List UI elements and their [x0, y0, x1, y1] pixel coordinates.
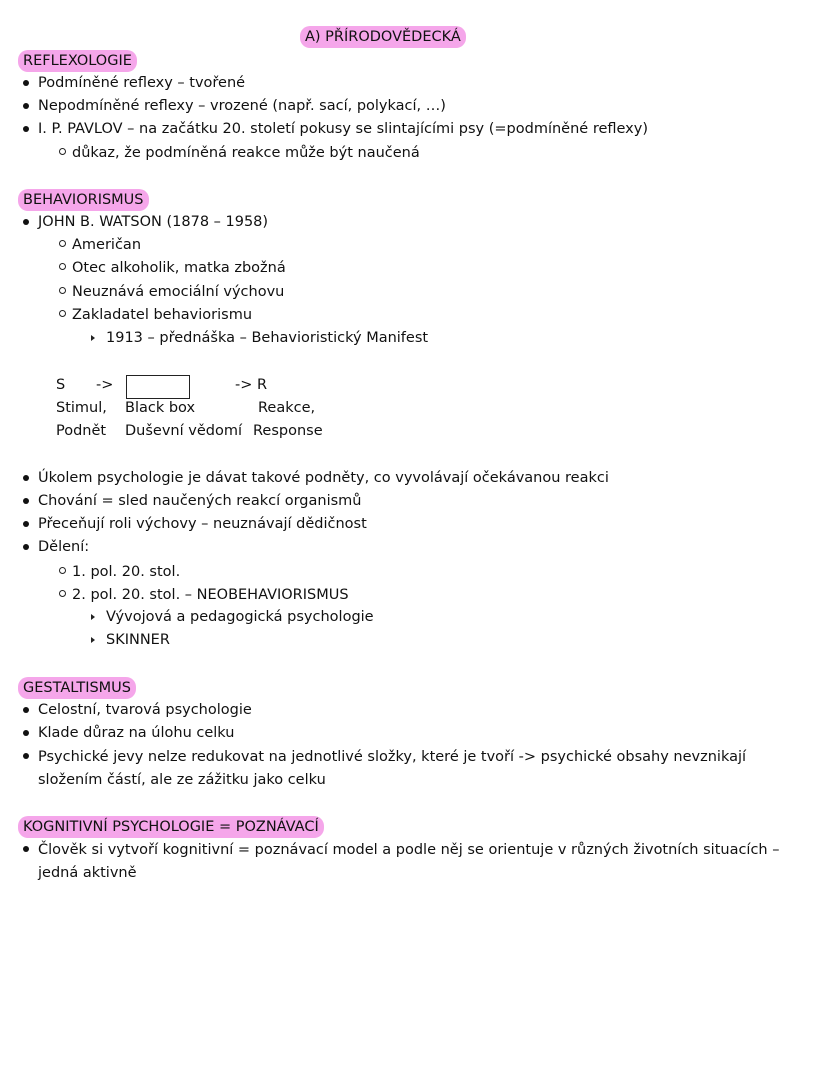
- list-item: JOHN B. WATSON (1878 – 1958): [38, 214, 269, 230]
- list-item: Psychické jevy nelze redukovat na jednotlivé složky, které je tvoří -> psychické obsahy nevznikají složením částí, ale ze zážitku jako celku: [38, 749, 747, 788]
- bullet-icon: [23, 498, 29, 504]
- sub-bullet-icon: [59, 567, 66, 574]
- bullet-icon: [23, 846, 29, 852]
- sub-bullet-icon: [59, 590, 66, 597]
- list-item: Dělení:: [38, 539, 90, 555]
- diagram-label: Black box: [125, 400, 196, 416]
- diagram-arrow: ->: [96, 377, 114, 393]
- sub-bullet-icon: [59, 240, 66, 247]
- bullet-icon: [23, 126, 29, 132]
- list-item: Úkolem psychologie je dávat takové podněty, co vyvolávají očekávanou reakci: [38, 470, 609, 486]
- list-item: Celostní, tvarová psychologie: [38, 702, 252, 718]
- bullet-icon: [23, 730, 29, 736]
- bullet-icon: [23, 521, 29, 527]
- bullet-icon: [23, 475, 29, 481]
- list-item: I. P. PAVLOV – na začátku 20. století pokusy se slintajícími psy (=podmíněné reflexy): [38, 121, 648, 137]
- sub-list-item: Neuznává emociální výchovu: [72, 284, 285, 300]
- sub-sub-list-item: SKINNER: [106, 632, 170, 648]
- sub-list-item: Otec alkoholik, matka zbožná: [72, 260, 286, 276]
- list-item: Nepodmíněné reflexy – vrozené (např. sací, polykací, …): [38, 98, 446, 114]
- bullet-icon: [23, 753, 29, 759]
- sub-sub-bullet-icon: [91, 614, 95, 620]
- page-title: A) PŘÍRODOVĚDECKÁ: [300, 26, 466, 48]
- black-box: [126, 375, 190, 399]
- sub-list-item: Američan: [72, 237, 142, 253]
- sub-sub-list-item: Vývojová a pedagogická psychologie: [106, 609, 374, 625]
- diagram-s: S: [56, 377, 66, 393]
- heading-reflexologie: REFLEXOLOGIE: [18, 50, 137, 72]
- bullet-icon: [23, 707, 29, 713]
- heading-behaviorismus: BEHAVIORISMUS: [18, 189, 149, 211]
- diagram-label: Podnět: [56, 423, 107, 439]
- sub-bullet-icon: [59, 310, 66, 317]
- list-item: Přeceňují roli výchovy – neuznávají dědičnost: [38, 516, 367, 532]
- sub-sub-list-item: 1913 – přednáška – Behavioristický Manifest: [106, 330, 429, 346]
- list-item: Člověk si vytvoří kognitivní = poznávací model a podle něj se orientuje v různých životních situacích – jedná aktivně: [38, 842, 780, 881]
- diagram-label: Response: [253, 423, 323, 439]
- heading-gestaltismus: GESTALTISMUS: [18, 677, 136, 699]
- list-item: Chování = sled naučených reakcí organismů: [38, 493, 362, 509]
- bullet-icon: [23, 80, 29, 86]
- list-item: Podmíněné reflexy – tvořené: [38, 75, 246, 91]
- sub-sub-bullet-icon: [91, 637, 95, 643]
- sub-sub-bullet-icon: [91, 335, 95, 341]
- sub-list-item: Zakladatel behaviorismu: [72, 307, 253, 323]
- sub-list-item: důkaz, že podmíněná reakce může být naučená: [72, 145, 420, 161]
- bullet-icon: [23, 544, 29, 550]
- list-item: Klade důraz na úlohu celku: [38, 725, 235, 741]
- sub-list-item: 2. pol. 20. stol. – NEOBEHAVIORISMUS: [72, 587, 349, 603]
- bullet-icon: [23, 103, 29, 109]
- diagram-label: Reakce,: [258, 400, 316, 416]
- sub-bullet-icon: [59, 148, 66, 155]
- diagram-label: Duševní vědomí: [125, 423, 242, 439]
- diagram-r: -> R: [235, 377, 268, 393]
- sub-list-item: 1. pol. 20. stol.: [72, 564, 181, 580]
- bullet-icon: [23, 219, 29, 225]
- sub-bullet-icon: [59, 263, 66, 270]
- sub-bullet-icon: [59, 287, 66, 294]
- heading-kognitivni: KOGNITIVNÍ PSYCHOLOGIE = POZNÁVACÍ: [18, 816, 324, 838]
- diagram-label: Stimul,: [56, 400, 107, 416]
